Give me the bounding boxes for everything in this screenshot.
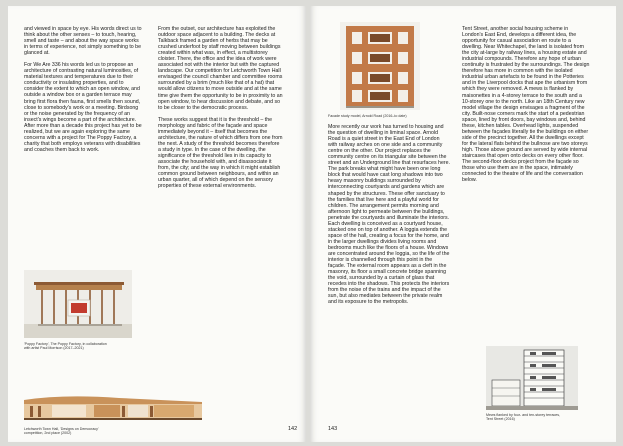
letchworth-town-hall-drawing	[24, 390, 202, 423]
right-column-1	[328, 124, 450, 311]
left-column-2	[158, 26, 283, 195]
paragraph: These works suggest that it is the threshold – the morphology and fabric of the façade and space immediately beyond it – itself that becomes the architecture, the nature of which differs from one from the next. A study of the threshold becomes therefore a study in type. In the case of the dwelling, the significance of the threshold lies in its capacity to associate the household with, and disassociate it from, the city; and the way in which it might establish common ground between neighbours, and within an urban quarter, all of which depend on the sensory properties of these external environments.	[158, 116, 283, 190]
right-column-2	[462, 26, 590, 189]
paragraph: Tent Street, another social housing scheme in London's East End, develops a different idea, the opportunity for casual association en route to a dwelling. Near Whitechapel, the land is isolated from the city at-large by railway lines, a housing estate and industrial compounds. Therefore any hope of urban continuity is frustrated by the surroundings. The design therefore has more in common with the isolated industrial urban artefacts to be found in the Potteries and in the Liverpool docks that ape the urbanism from which they were removed. A mews is flanked by maisonettes in a 4-storey terrace to the south and a 10-storey one to the north. Like an 18th Century new model village the design envisages a fragment of the city. Built-nose corners mark the start of a pedestrian space, lined by front doors, bay windows and, behind these, kitchen tables. Overhead lights, suspended between the façades literally tie the buildings on either side of the precinct together. All the dwellings except for the lateral flats behind the bullnose are two storeys high. Those above ground are served by wide internal staircases that open onto decks on every other floor. The second-floor decks project from the façade so those who use them are in the space, intimately connected to the theatre of life and the conversation below.	[462, 26, 590, 184]
left-page	[8, 6, 306, 442]
right-page	[310, 6, 616, 442]
left-column-1	[24, 26, 144, 159]
poppy-factory-photo	[24, 270, 132, 338]
paragraph: For We Are 336 his words led us to propose an architecture of contrasting natural luminosities, of material textures and temperatures due to their conductivity or insulating properties, and to consider the extent to which an open window, and outside a window box or a garden terrace may bring first flora then fauna, first smells then sound, close to somebody's work or a meeting. Birdsong or the noise generated by the frequency of an insect's wings become a part of the architecture. After more than a decade this project has yet to be realized, but we are again exploring the same concerns with a project for The Poppy Factory, a charity that both employs veterans with disabilities and coaches them back to work.	[24, 62, 142, 153]
caption-letchworth: Letchworth Town Hall, 'Designs on Democracy' competition, 2nd place (2002)	[24, 427, 99, 436]
paragraph: More recently our work has turned to housing and the question of dwelling in liminal space. Arnold Road is a quiet street in the East End of London with railway arches on one side and a community centre on the other. Our project replaces the community centre on its triangular site between the street and an Underground line that resurfaces here. The park breaks what might have been one long block that would have cast long shadows into two heavy masonry buildings surrounded by interconnecting courtyards and gardens which are shaped by the structures. These offer sanctuary to the families that live here and a playful world for children. The arrangement permits morning and afternoon light to permeate between the buildings, penetrate the courtyards and illuminate the interiors. Each dwelling is conceived as a courtyard house, stacked one on top of another. A loggia extends the space of the hall, creating a focus for the home, and in the larger dwellings divides living rooms and bedrooms much like the floors of a house. Windows are concentrated around the loggia, so the life of the interior is channelled through this point in the façade. The external room appears as a cleft in the masonry, its floor a small concrete bridge spanning the void, surrounded by a curtain of glass that recedes into the shadows. This protects the interiors from the noise of the trains and the impact of the sun, but also mediates between the private realm and its exposure to the metropolis.	[328, 124, 450, 306]
facade-study-model-photo	[340, 22, 420, 110]
tent-street-photo	[486, 346, 578, 410]
paragraph: From the outset, our architecture has exploited the outdoor space adjacent to a building. The decks at Talkback framed a garden of herbs that may be crushed underfoot by staff moving between buildings created within what was, in effect, a multistorey cloister. There, the office and the idea of work were associated not with the interior but with the captured landscape. Our competition for Letchworth Town Hall envisaged the council chamber and committee rooms surrounded by a brim (much like that of a hat) that would allow citizens to move outside and at the same time give them the opportunity to be in proximity to an open window, to hear discussion and debate, and so to be closer to the democratic process.	[158, 26, 283, 111]
paragraph: and viewed in space by eye. His words direct us to think about the other senses – to touch, hearing, smell and taste – and about the way space works in terms of experience, not simply something to be glanced at.	[24, 26, 142, 57]
page-number-right: 143	[328, 426, 338, 432]
caption-tent-street: Mews flanked by four- and ten-storey terraces, Tent Street (2016)	[486, 413, 561, 422]
caption-facade-model: Facade study model, Arnold Road (2016–to date)	[328, 114, 407, 118]
caption-poppy-factory: 'Poppy Factory', The Poppy Factory, in collaboration with artist Paul Morrison (2017–2021)	[24, 342, 107, 351]
page-number-left: 142	[288, 426, 298, 432]
